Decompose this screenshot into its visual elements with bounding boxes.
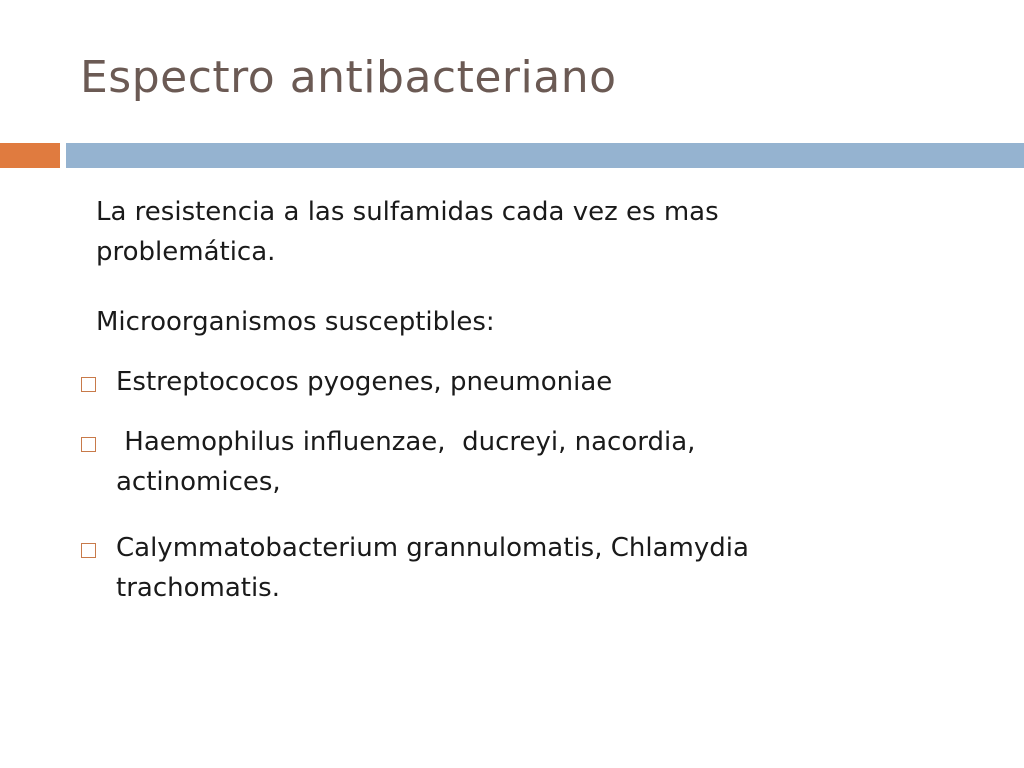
- bullet-text: [116, 528, 976, 608]
- slide-title: Espectro antibacteriano: [80, 52, 617, 103]
- accent-bar-orange: [0, 143, 60, 168]
- bullet-line: Estreptococos pyogenes, pneumoniae: [116, 367, 613, 397]
- bullet-text: [116, 362, 976, 402]
- paragraph-line: La resistencia a las sulfamidas cada vez es mas: [96, 197, 719, 227]
- bullet-line: actinomices,: [116, 467, 281, 497]
- accent-bar-blue: [66, 143, 1024, 168]
- paragraph-line: Microorganismos susceptibles:: [96, 307, 495, 337]
- bullet-line: Haemophilus influenzae, ducreyi, nacordia,: [116, 427, 696, 457]
- bullet-line: Calymmatobacterium grannulomatis, Chlamydia: [116, 533, 749, 563]
- bullet-text: [116, 422, 976, 502]
- paragraph-line: problemática.: [96, 237, 276, 267]
- paragraph-resistance: [96, 192, 916, 272]
- paragraph-microorganisms: [96, 302, 916, 342]
- bullet-line: trachomatis.: [116, 573, 280, 603]
- hollow-square-bullet-icon: [81, 377, 96, 392]
- hollow-square-bullet-icon: [81, 543, 96, 558]
- hollow-square-bullet-icon: [81, 437, 96, 452]
